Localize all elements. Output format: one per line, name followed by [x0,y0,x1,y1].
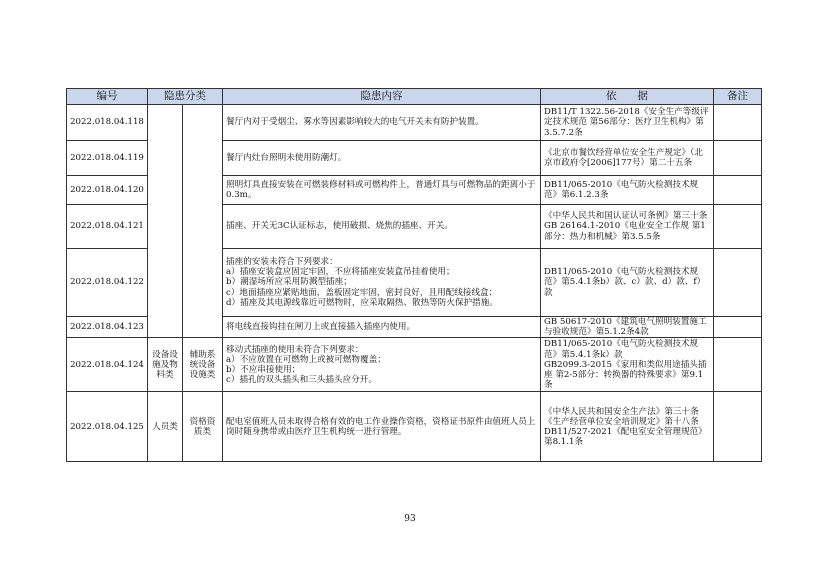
row-content [223,392,541,462]
content-line: b）潮湿场所应采用防溅型插座； [226,277,352,288]
row-content [223,141,541,176]
row-code: 2022.018.04.123 [67,317,148,338]
basis-line: 《中华人民共和国安全生产法》第三十条 [544,406,699,417]
basis-line: 《北京市餐饮经营单位安全生产规定》（北京市政府令[2006]177号）第二十五条 [544,147,703,168]
content-line: 照明灯具直接安装在可燃装修材料或可燃构件上，普通灯具与可燃物品的距离小于0.3m。 [226,179,536,200]
row-code: 2022.018.04.118 [67,105,148,141]
basis-line: DB11/065-2010《电气防火检测技术规范》第5.4.1条b）款、c）款、d）款、f）款 [544,267,706,298]
row-basis [541,338,714,392]
row-content [223,105,541,141]
content-line: 将电线直接钩挂在闸刀上或直接插入插座内使用。 [226,322,416,333]
content-line: 插座、开关无3C认证标志，使用破损、烧焦的插座、开关。 [226,221,453,232]
row-basis [541,105,714,141]
row-content [223,317,541,338]
row-content [223,205,541,249]
basis-line: DB11/065-2010《电气防火检测技术规范》第6.1.2.3条 [544,179,699,200]
content-line: 插座的安装未符合下列要求： [226,257,338,268]
page-number: 93 [404,514,416,524]
content-line: 移动式插座的使用未符合下列要求： [226,344,364,355]
category-blank-cell [148,105,183,338]
row-basis [541,317,714,338]
table-row [67,392,762,462]
header-remark: 备注 [714,89,762,105]
header-category: 隐患分类 [148,89,223,105]
row-basis [541,249,714,317]
row-code: 2022.018.04.119 [67,141,148,176]
row-basis [541,176,714,205]
basis-line: GB 50617-2010《建筑电气照明装置施工与验收规范》第5.1.2条4款 [544,317,707,338]
basis-line: DB11/527-2021《配电室安全管理规范》第8.1.1条 [544,426,707,447]
content-line: 配电室值班人员未取得合格有效的电工作业操作资格，资格证书原件由值班人员上岗时随身携带或由医疗卫生机构统一进行管理。 [226,416,536,437]
row-code: 2022.018.04.125 [67,392,148,462]
basis-line: 《中华人民共和国认证认可条例》第三十条 [544,211,708,222]
category-personnel: 人员类 [148,392,183,462]
row-basis [541,392,714,462]
content-line: c）地面插座应紧贴地面，盖板固定牢固，密封良好，且用配线接线盒； [226,287,498,298]
row-content [223,176,541,205]
row-code: 2022.018.04.121 [67,205,148,249]
row-basis [541,141,714,176]
basis-line: GB 26164.1-2010《电业安全工作规 第1部分：热力和机械》第3.5.5条 [544,221,706,242]
basis-line: DB11/T 1322.56-2018《安全生产等级评定技术规范 第56部分：医疗卫生机构》第3.5.7.2条 [544,107,709,138]
content-line: d）插座及其电源线靠近可燃物时，应采取隔热、散热等防火保护措施。 [226,297,498,308]
content-line: b）不应串接使用； [226,364,301,375]
category-equipment: 设备设施及物料类 [148,338,183,392]
subcategory-auxiliary: 辅助系统设备设施类 [183,338,223,392]
table-header-row [67,89,762,105]
row-remark [714,176,762,205]
row-remark [714,205,762,249]
row-remark [714,392,762,462]
content-line: 餐厅内对于受烟尘、雾水等因素影响较大的电气开关未有防护装置。 [226,117,484,128]
row-content [223,249,541,317]
hazard-table [66,88,762,462]
row-remark [714,105,762,141]
content-line: c）插孔的双头插头和三头插头应分开。 [226,374,377,385]
row-content [223,338,541,392]
header-basis: 依 据 [541,89,714,105]
content-line: a）插座安装盒应固定牢固，不应将插座安装盒吊挂着使用； [226,267,455,278]
basis-line: DB11/065-2010《电气防火检测技术规范》第5.4.1条k）款 [544,339,699,360]
header-content: 隐患内容 [223,89,541,105]
row-code: 2022.018.04.122 [67,249,148,317]
row-code: 2022.018.04.124 [67,338,148,392]
row-remark [714,249,762,317]
basis-line: GB2099.3-2015《家用和类似用途插头插座 第2-5部分：转换器的特殊要求》第9.1条 [544,359,707,390]
content-line: 餐厅内灶台照明未使用防潮灯。 [226,152,347,163]
table-row [67,338,762,392]
content-line: a）不应放置在可燃物上或被可燃物覆盖； [226,354,386,365]
subcategory-qualification: 资格资质类 [183,392,223,462]
table-row [67,105,762,141]
row-remark [714,141,762,176]
row-remark [714,338,762,392]
row-basis [541,205,714,249]
row-remark [714,317,762,338]
header-code: 编号 [67,89,148,105]
subcategory-blank-cell [183,105,223,338]
basis-line: 《生产经营单位安全培训规定》第十八条 [544,416,699,427]
row-code: 2022.018.04.120 [67,176,148,205]
